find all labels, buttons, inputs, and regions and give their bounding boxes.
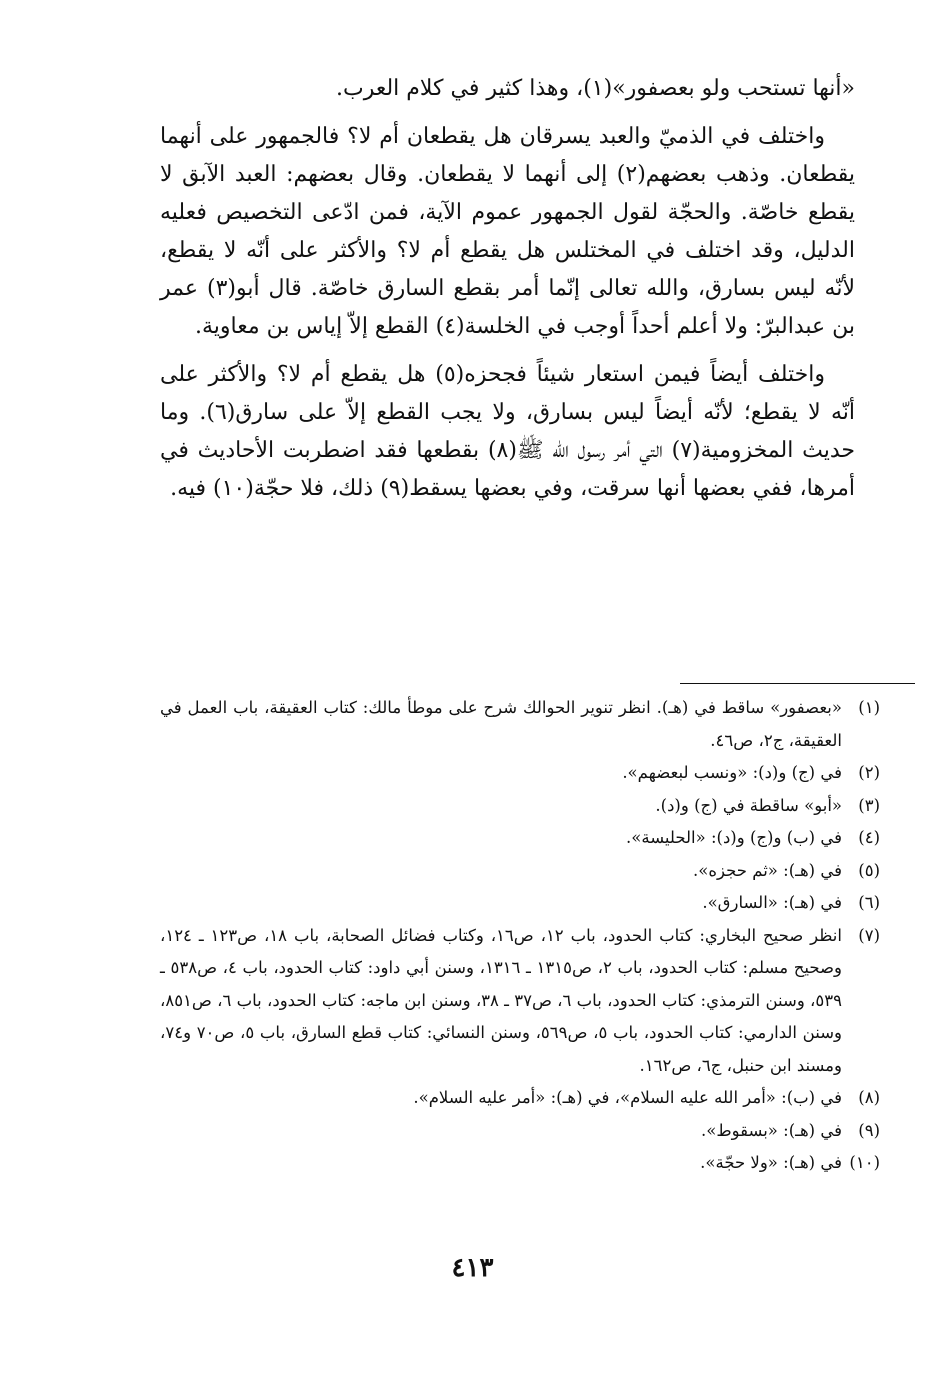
- footnote-number: (١): [858, 698, 880, 717]
- footnote-text: انظر صحيح البخاري: كتاب الحدود، باب ١٢، ص١٦، وكتاب فضائل الصحابة، باب ١٨، ص١٢٣ ـ ١٢٤، وصحيح مسلم: كتاب الحدود، باب ٢، ص١٣١٥ ـ ١٣١٦، وسنن أبي داود: كتاب الحدود، باب ٤، ص٥٣٨ ـ ٥٣٩، وسنن الترمذي: كتاب الحدود، باب ٦، ص٣٧ ـ ٣٨، وسنن ابن ماجه: كتاب الحدود، باب ٦، ص٨٥١، وسنن الدارمي: كتاب الحدود، باب ٥، ص٥٦٩، وسنن النسائي: كتاب قطع السارق، باب ٥، ص٧٠ و٧٤، ومسند ابن حنبل، ج٦، ص١٦٢.: [160, 925, 842, 1075]
- paragraph-3: واختلف أيضاً فيمن استعار شيئاً فجحزه(٥) هل يقطع أم لا؟ والأكثر على أنّه لا يقطع؛ لأنّه أيضاً ليس بسارق، ولا يجب القطع إلاّ على سارق(٦). وما حديث المخزومية(٧) التي أمر رسول الله ﷺ(٨) بقطعها فقد اضطربت الأحاديث في أمرها، ففي بعضها أنها سرقت، وفي بعضها يسقط(٩) ذلك، فلا حجّة(١٠) فيه.: [160, 362, 855, 501]
- main-text: [160, 70, 855, 518]
- footnote-4: [160, 822, 880, 855]
- footnote-text: في (هـ): «ثم حجزه».: [693, 860, 842, 880]
- footnote-5: [160, 855, 880, 888]
- footnote-number: (٧): [858, 925, 880, 945]
- paragraph-1: «أنها تستحب ولو بعصفور»(١)، وهذا كثير في كلام العرب.: [336, 76, 855, 101]
- page-number: ٤١٣: [451, 1253, 494, 1283]
- footnote-3: [160, 790, 880, 823]
- footnote-number: (٤): [858, 828, 880, 847]
- footnote-number: (٨): [858, 1088, 880, 1107]
- footnote-text: في (هـ): «ولا حجّة».: [700, 1153, 842, 1172]
- footnote-separator: [680, 683, 915, 684]
- paragraph-2: واختلف في الذميّ والعبد يسرقان هل يقطعان أم لا؟ فالجمهور على أنهما يقطعان. وذهب بعضهم(٢) إلى أنهما لا يقطعان. وقال بعضهم: العبد الآبق لا يقطع خاصّة. والحجّة لقول الجمهور عموم الآية، فمن ادّعى التخصيص فعليه الدليل، وقد اختلف في المختلس هل يقطع أم لا؟ والأكثر على أنّه لا يقطع، لأنّه ليس بسارق، والله تعالى إنّما أمر بقطع السارق خاصّة. قال أبو(٣) عمر بن عبدالبرّ: ولا أعلم أحداً أوجب في الخلسة(٤) القطع إلاّ إياس بن معاوية.: [160, 124, 855, 339]
- footnote-text: في (هـ): «بسقوط».: [701, 1120, 842, 1140]
- footnote-1: [160, 692, 880, 757]
- footnotes-section: [160, 692, 880, 1180]
- footnote-10: [160, 1147, 880, 1180]
- footnote-9: [160, 1115, 880, 1148]
- footnote-text: «أبو» ساقطة في (ج) و(د).: [655, 795, 842, 815]
- footnote-number: (٦): [858, 893, 880, 912]
- footnote-number: (١٠): [849, 1153, 880, 1172]
- footnote-8: [160, 1082, 880, 1115]
- footnote-text: في (ب): «أمر الله عليه السلام»، في (هـ): «أمر عليه السلام».: [413, 1088, 842, 1107]
- footnote-text: في (ب) و(ج) و(د): «الحليسة».: [626, 828, 842, 847]
- footnote-number: (٥): [858, 860, 880, 880]
- footnote-2: [160, 757, 880, 790]
- footnote-number: (٩): [858, 1120, 880, 1140]
- footnote-text: في (هـ): «السارق».: [702, 893, 842, 912]
- footnote-number: (٢): [858, 763, 880, 782]
- footnote-text: «بعصفور» ساقط في (هـ). انظر تنوير الحوالك شرح على موطأ مالك: كتاب العقيقة، باب العمل في العقيقة، ج٢، ص٤٦.: [160, 698, 842, 750]
- footnote-number: (٣): [858, 795, 880, 815]
- footnote-text: في (ج) و(د): «ونسب لبعضهم».: [622, 763, 842, 782]
- footnote-6: [160, 887, 880, 920]
- footnote-7: [160, 920, 880, 1083]
